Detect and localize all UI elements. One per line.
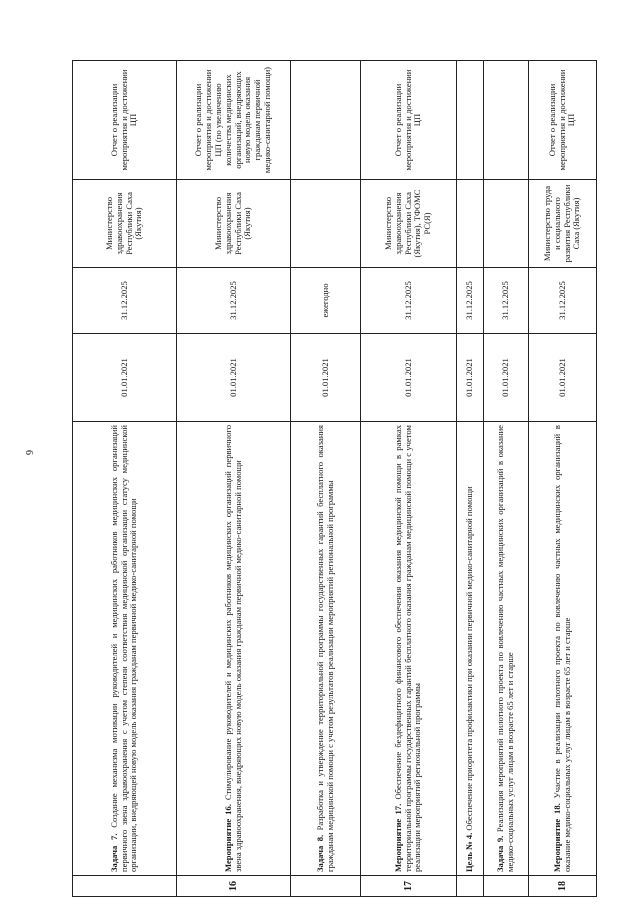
row-number <box>291 876 361 897</box>
row-label: Мероприятие 17. <box>392 803 403 872</box>
row-text: Создание механизма мотивации руководителей и медицинских работников медицинских организаций первичного звена здравоохранения с учетом степени соответствия медицинской организации статусу медицинской организации, внедряющей новую модель оказания гражданам первичной медико-санитарной помощи <box>108 425 139 872</box>
row-label: Задача 9. <box>495 835 506 872</box>
row-end-date: 31.12.2025 <box>361 268 457 334</box>
row-responsible <box>457 180 484 268</box>
row-result: Отчет о реализации мероприятия и достижении ЦП <box>361 61 457 180</box>
row-start-date: 01.01.2021 <box>529 334 597 422</box>
row-number <box>484 876 529 897</box>
row-result: Отчет о реализации мероприятия и достижении ЦП <box>529 61 597 180</box>
row-number: 16 <box>177 876 291 897</box>
row-label: Цель № 4. <box>464 832 475 872</box>
row-start-date: 01.01.2021 <box>177 334 291 422</box>
table-row <box>73 61 177 897</box>
row-responsible: Министерство здравоохранения Республики Саха (Якутия), ТФОМС РС(Я) <box>361 180 457 268</box>
table-row <box>457 61 484 897</box>
row-start-date: 01.01.2021 <box>361 334 457 422</box>
row-description <box>484 422 529 876</box>
row-description <box>291 422 361 876</box>
row-result <box>457 61 484 180</box>
row-label: Мероприятие 16. <box>222 804 233 872</box>
row-responsible: Министерство здравоохранения Республики Саха (Якутия) <box>177 180 291 268</box>
row-result <box>291 61 361 180</box>
row-description <box>529 422 597 876</box>
row-description <box>73 422 177 876</box>
row-start-date: 01.01.2021 <box>484 334 529 422</box>
row-description <box>361 422 457 876</box>
row-end-date: ежегодно <box>291 268 361 334</box>
row-end-date: 31.12.2025 <box>457 268 484 334</box>
row-start-date: 01.01.2021 <box>73 334 177 422</box>
table-row <box>529 61 597 897</box>
row-end-date: 31.12.2025 <box>529 268 597 334</box>
row-responsible <box>484 180 529 268</box>
row-number: 18 <box>529 876 597 897</box>
row-end-date: 31.12.2025 <box>73 268 177 334</box>
row-label: Мероприятие 18. <box>551 803 562 872</box>
row-start-date: 01.01.2021 <box>457 334 484 422</box>
row-text: Участие в реализации пилотного проекта по вовлечению частных медицинских организаций в оказание медико-социальных услуг лицам в возрасте 65 лет и старше <box>551 425 572 872</box>
table-row <box>484 61 529 897</box>
row-responsible: Министерство здравоохранения Республики Саха (Якутия) <box>73 180 177 268</box>
row-text: Разработка и утверждение территориальной программы государственных гарантий бесплатного оказания гражданам медицинской помощи с учетом результатов реализации мероприятий региональной программы <box>314 425 335 872</box>
row-end-date: 31.12.2025 <box>177 268 291 334</box>
row-number <box>457 876 484 897</box>
plan-table <box>72 60 597 897</box>
row-label: Задача 8. <box>314 834 325 872</box>
page-number: 6 <box>23 450 34 455</box>
table-row <box>177 61 291 897</box>
row-number: 17 <box>361 876 457 897</box>
row-result: Отчет о реализации мероприятия и достижении ЦП (по увеличению количества медицинских организаций, внедряющих новую модель оказания гражданам первичной медико-санитарной помощи) <box>177 61 291 180</box>
row-number <box>73 876 177 897</box>
table-row <box>361 61 457 897</box>
row-label: Задача 7. <box>108 833 119 872</box>
row-description <box>457 422 484 876</box>
table-row <box>291 61 361 897</box>
row-end-date: 31.12.2025 <box>484 268 529 334</box>
row-description <box>177 422 291 876</box>
row-start-date: 01.01.2021 <box>291 334 361 422</box>
row-result <box>484 61 529 180</box>
row-text: Обеспечение бездефицитного финансового обеспечения оказания медицинской помощи в рамках территориальной программы государственных гарантий бесплатного оказания гражданам медицинской помощи с учетом реализации мероприятий региональной программы <box>392 425 423 872</box>
row-result: Отчет о реализации мероприятия и достижении ЦП <box>73 61 177 180</box>
row-responsible <box>291 180 361 268</box>
row-text: Реализация мероприятий пилотного проекта по вовлечению частных медицинских организаций в оказание медико-социальных услуг лицам в возрасте 65 лет и старше <box>495 425 515 872</box>
row-responsible: Министерство труда и социального развития Республики Саха (Якутия) <box>529 180 597 268</box>
row-text: Обеспечение приоритета профилактики при оказании первичной медико-санитарной помощи <box>464 486 475 831</box>
row-text: Стимулирование руководителей и медицинских работников медицинских организаций первичного звена здравоохранения, внедряющих новую модель оказания гражданам первичной медико-санитарной помощи <box>222 425 243 872</box>
